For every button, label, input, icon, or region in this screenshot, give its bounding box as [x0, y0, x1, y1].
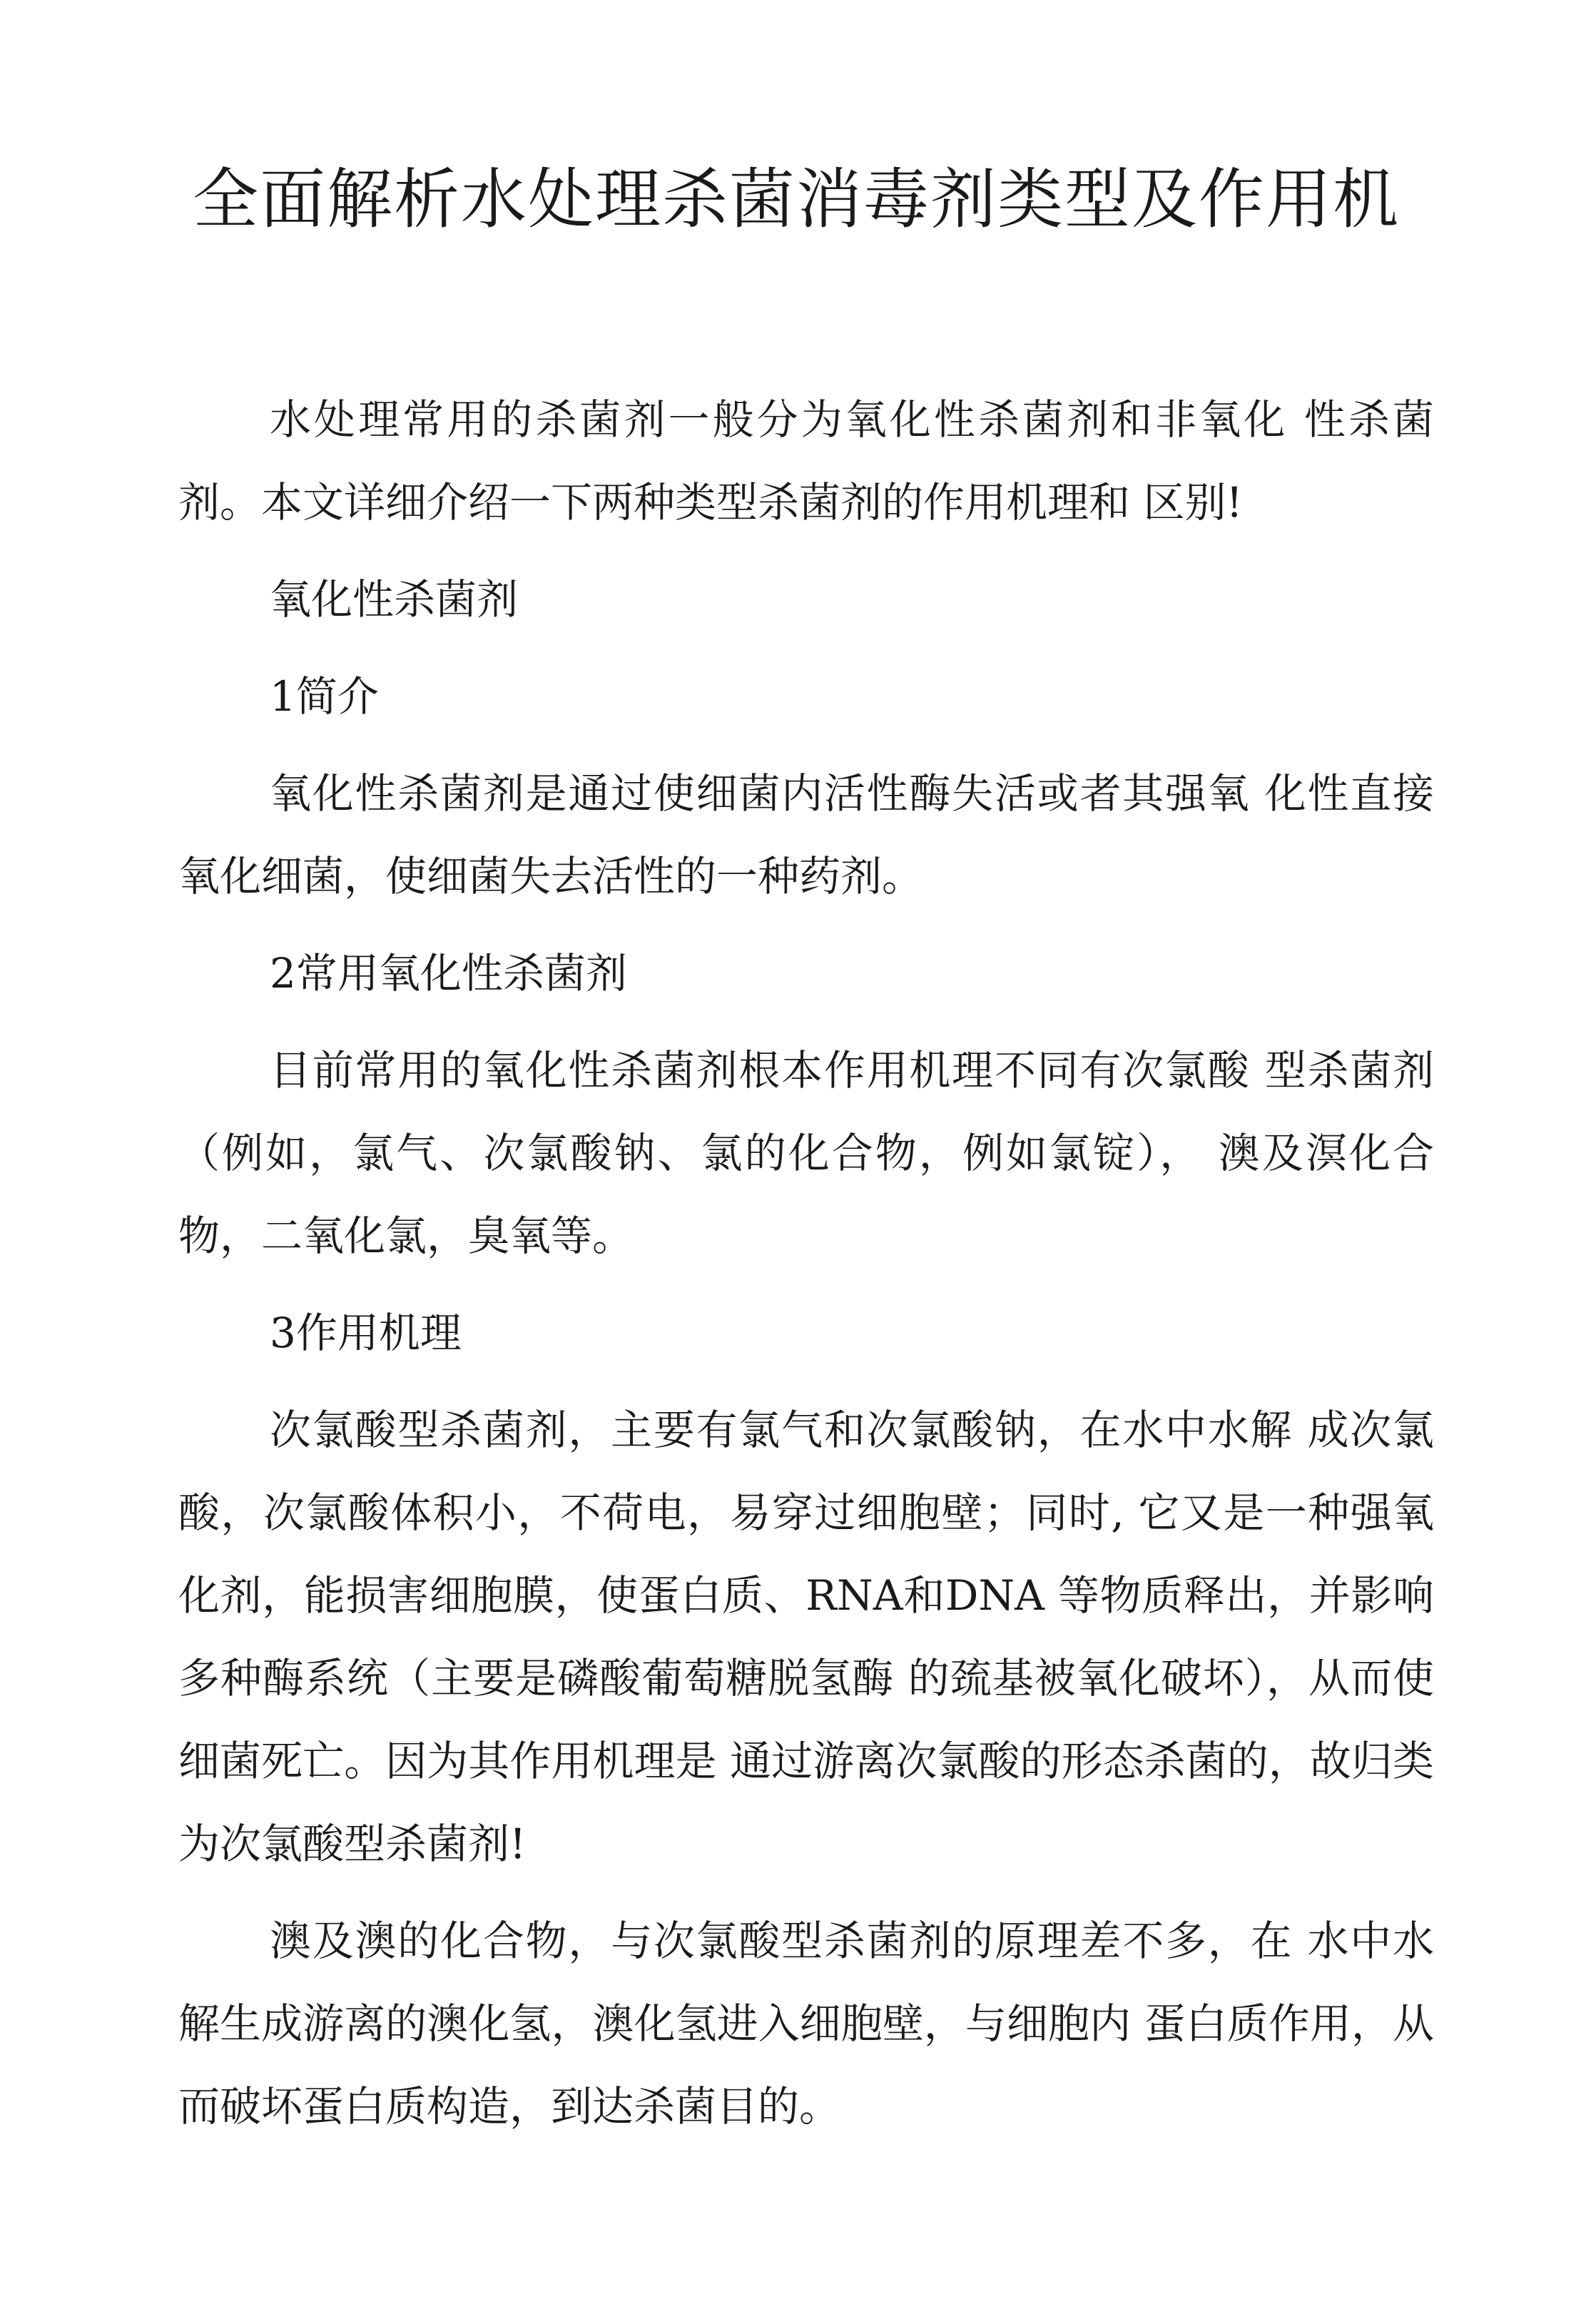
paragraph-definition: 氧化性杀菌剂是通过使细菌内活性酶失活或者其强氧 化性直接氧化细菌，使细菌失去活性的一种药剂。 [178, 769, 1434, 900]
subheading-common-agents: 2常用氧化性杀菌剂 [270, 949, 627, 998]
section-heading-oxidizing: 氧化性杀菌剂 [270, 575, 519, 624]
paragraph-bromine: 澳及澳的化合物，与次氯酸型杀菌剂的原理差不多，在 水中水解生成游离的澳化氢，澳化氢进入细胞壁，与细胞内 蛋白质作用，从而破坏蛋白质构造，到达杀菌目的。 [178, 1917, 1434, 2131]
paragraph-hypochlorous: 次氯酸型杀菌剂，主要有氯气和次氯酸钠，在水中水解 成次氯酸，次氯酸体积小，不荷电，易穿过细胞壁；同时, 它又是一种强氧化剂，能损害细胞膜，使蛋白质、RNA和DNA 等物质释出，并影响多种酶系统（主要是磷酸葡萄糖脱氢酶 的巯基被氧化破坏），从而使细菌死亡。因为其作用机理是 通过游离次氯酸的形态杀菌的，故归类为次氯酸型杀菌剂! [178, 1406, 1434, 1868]
subheading-mechanism: 3作用机理 [270, 1309, 462, 1357]
paragraph-common-agents: 目前常用的氧化性杀菌剂根本作用机理不同有次氯酸 型杀菌剂（例如，氯气、次氯酸钠、氯的化合物，例如氯锭）， 澳及溟化合物，二氧化氯，臭氧等。 [178, 1046, 1434, 1260]
document-body [178, 378, 1434, 2162]
subheading-intro: 1简介 [270, 672, 379, 721]
paragraph-intro: 水处理常用的杀菌剂一般分为氧化性杀菌剂和非氧化 性杀菌剂。本文详细介绍一下两种类型杀菌剂的作用机理和 区别! [178, 395, 1434, 527]
document-title: 全面解析水处理杀菌消毒剂类型及作用机 [193, 161, 1400, 238]
